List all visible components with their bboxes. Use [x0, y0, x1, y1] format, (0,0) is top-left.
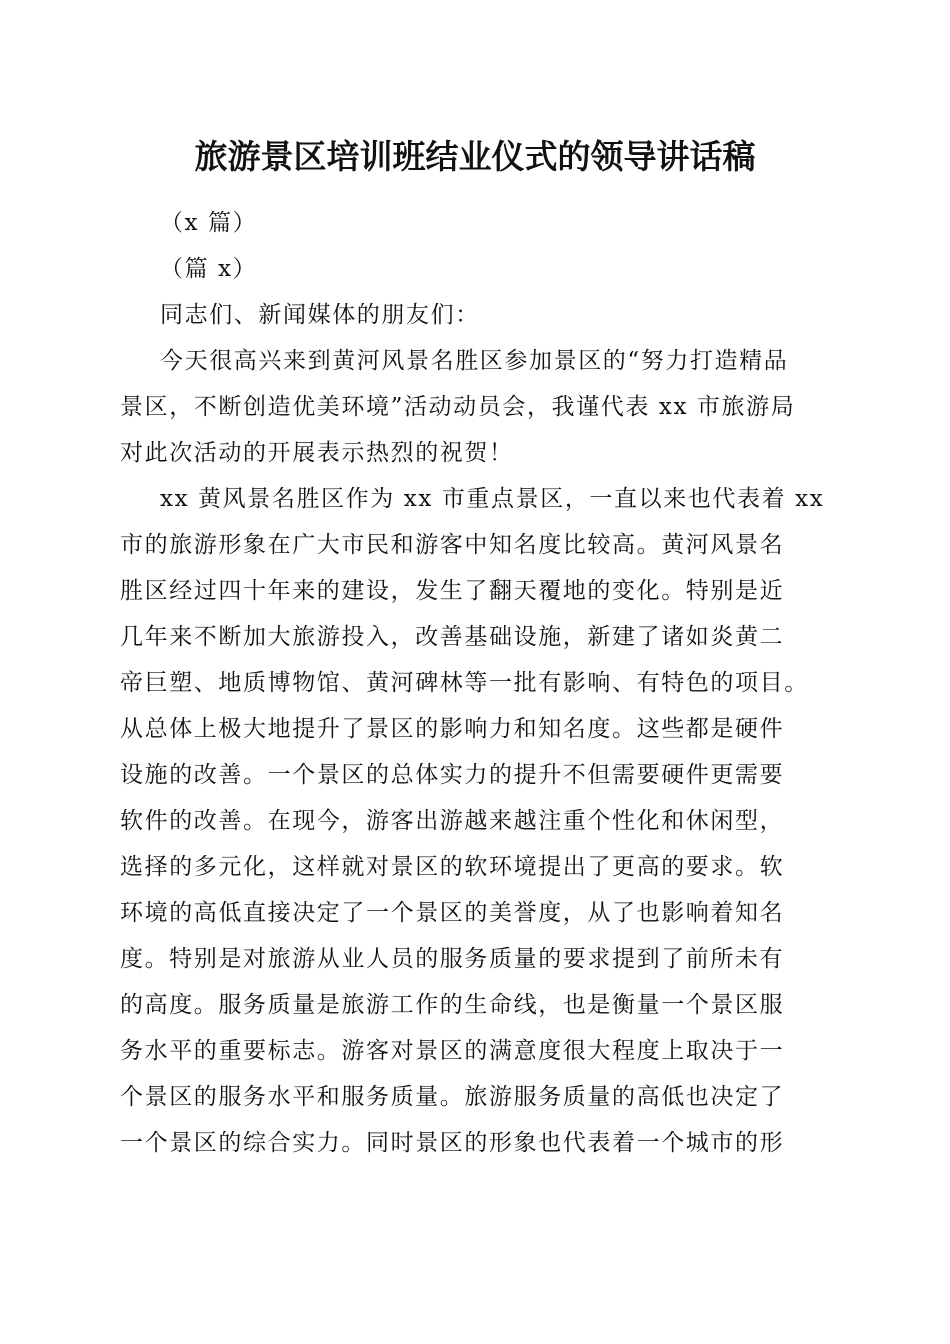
document-body [120, 200, 832, 1166]
text-line: 的高度。服务质量是旅游工作的生命线，也是衡量一个景区服 [120, 992, 785, 1018]
text-line: 务水平的重要标志。游客对景区的满意度很大程度上取决于一 [120, 1038, 785, 1064]
text-line: 景区，不断创造优美环境”活动动员会，我谨代表 xx 市旅游局 [120, 394, 796, 420]
text-line: 市的旅游形象在广大市民和游客中知名度比较高。黄河风景名 [120, 532, 785, 558]
text-line: （篇 x） [160, 256, 258, 282]
text-line: （x 篇） [160, 210, 258, 236]
text-line: 个景区的服务水平和服务质量。旅游服务质量的高低也决定了 [120, 1084, 785, 1110]
text-line: 设施的改善。一个景区的总体实力的提升不但需要硬件更需要 [120, 762, 785, 788]
text-line: 同志们、新闻媒体的朋友们： [160, 302, 480, 328]
text-line: 软件的改善。在现今，游客出游越来越注重个性化和休闲型， [120, 808, 785, 834]
text-line: 环境的高低直接决定了一个景区的美誉度，从了也影响着知名 [120, 900, 785, 926]
text-line: xx 黄风景名胜区作为 xx 市重点景区，一直以来也代表着 xx [160, 486, 825, 512]
text-line: 对此次活动的开展表示热烈的祝贺！ [120, 440, 514, 466]
text-line: 帝巨塑、地质博物馆、黄河碑林等一批有影响、有特色的项目。 [120, 670, 809, 696]
text-line: 一个景区的综合实力。同时景区的形象也代表着一个城市的形 [120, 1130, 785, 1156]
text-line: 几年来不断加大旅游投入，改善基础设施，新建了诸如炎黄二 [120, 624, 785, 650]
text-line: 今天很高兴来到黄河风景名胜区参加景区的“努力打造精品 [160, 348, 789, 374]
text-line: 度。特别是对旅游从业人员的服务质量的要求提到了前所未有 [120, 946, 785, 972]
text-line: 选择的多元化，这样就对景区的软环境提出了更高的要求。软 [120, 854, 785, 880]
text-line: 从总体上极大地提升了景区的影响力和知名度。这些都是硬件 [120, 716, 785, 742]
text-line: 胜区经过四十年来的建设，发生了翻天覆地的变化。特别是近 [120, 578, 785, 604]
document-title: 旅游景区培训班结业仪式的领导讲话稿 [194, 137, 756, 176]
